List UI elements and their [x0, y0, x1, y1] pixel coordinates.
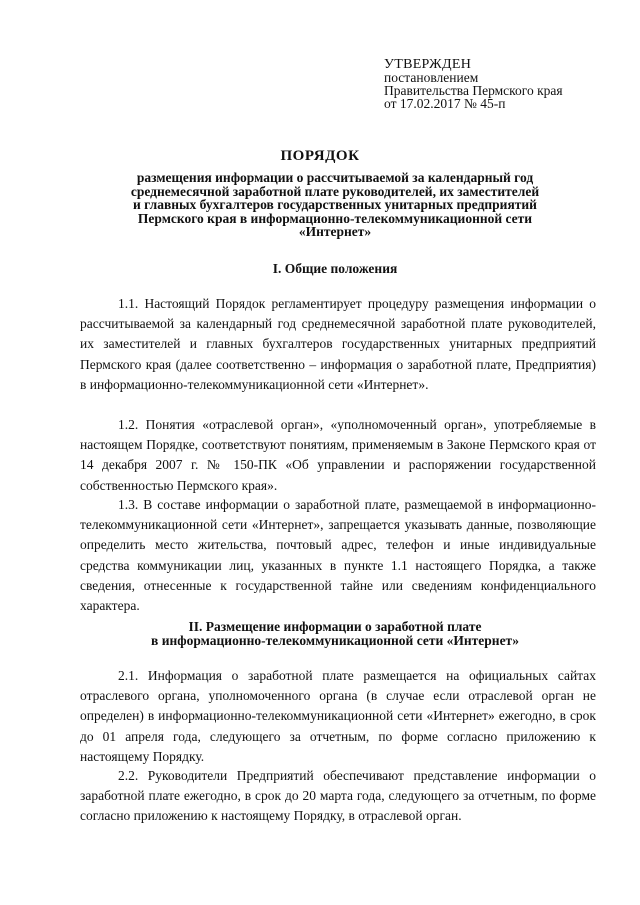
- paragraph-1-3: 1.3. В составе информации о заработной плате, размещаемой в информационно-телекоммуникационной сети «Интернет», запрещается указывать данные, позволяющие определить место жительства, почтовый адрес, телефон и иные индивидуальные средства коммуникации лиц, указанных в пункте 1.1 настоящего Порядка, а также сведения, отнесенные к государственной тайне или сведениям конфиденциального характера.: [80, 497, 596, 614]
- approval-stamp: [384, 58, 624, 110]
- paragraph-2-1: 2.1. Информация о заработной плате размещается на официальных сайтах отраслевого органа, уполномоченного органа (в случае если отраслевой орган не определен) в информационно-телекоммуникационной сети «Интернет» ежегодно, в срок до 01 апреля года, следующего за отчетным, по форме согласно приложению к настоящему Порядку.: [80, 668, 596, 764]
- document-title: ПОРЯДОК: [280, 148, 360, 164]
- approval-line-resolution: постановлением: [384, 70, 479, 85]
- paragraph-2-2: 2.2. Руководители Предприятий обеспечивают представление информации о заработной плате ежегодно, в срок до 20 марта года, следующего за отчетным, по форме согласно приложению к настоящему Порядку, в отраслевой орган.: [80, 768, 596, 824]
- subtitle-line: размещения информации о рассчитываемой за календарный год: [136, 170, 534, 185]
- section-2-heading: [60, 620, 610, 647]
- subtitle-line: Пермского края в информационно-телекоммуникационной сети: [137, 210, 533, 226]
- subtitle-line: среднемесячной заработной плате руководителей, их заместителей: [130, 183, 540, 199]
- approval-heading: УТВЕРЖДЕН: [384, 57, 472, 72]
- subtitle-line: «Интернет»: [298, 224, 372, 239]
- paragraph-1-1: 1.1. Настоящий Порядок регламентирует процедуру размещения информации о рассчитываемой за календарный год среднемесячной заработной плате руководителей, их заместителей и главных бухгалтеров государственных унитарных предприятий Пермского края (далее соответственно – информация о заработной плате, Предприятия) в информационно-телекоммуникационной сети «Интернет».: [80, 296, 596, 392]
- approval-line-government: Правительства Пермского края: [384, 83, 563, 98]
- approval-line-date-number: от 17.02.2017 № 45-п: [384, 96, 506, 111]
- paragraph-1-2: 1.2. Понятия «отраслевой орган», «уполномоченный орган», употребляемые в настоящем Порядке, соответствуют понятиям, применяемым в Законе Пермского края от 14 декабря 2007 г. № 150-ПК «Об управлении и распоряжении государственной собственностью Пермского края».: [80, 417, 596, 493]
- document-subtitle: [60, 171, 610, 239]
- section-2-heading-line: II. Размещение информации о заработной плате: [188, 619, 482, 634]
- section-2-heading-line: в информационно-телекоммуникационной сети «Интернет»: [151, 632, 519, 648]
- subtitle-line: и главных бухгалтеров государственных унитарных предприятий: [133, 197, 537, 212]
- section-1-heading: I. Общие положения: [272, 261, 398, 276]
